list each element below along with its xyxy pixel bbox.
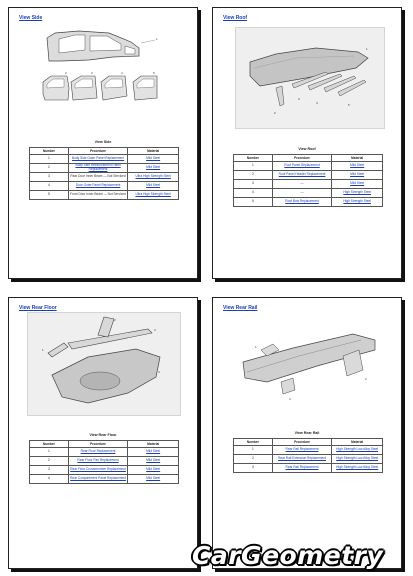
procedure-link[interactable]: Rear Rail Extension Replacement [278,456,326,461]
page-title[interactable]: View Rear Floor [19,305,57,311]
procedure-cell [68,191,128,200]
svg-text:1: 1 [156,37,158,41]
svg-text:2: 2 [365,377,367,381]
svg-text:3: 3 [91,71,93,75]
row-number: 2 [30,457,69,466]
svg-text:5: 5 [348,103,350,107]
row-number: 4 [234,189,273,198]
manual-page-view-roof [212,7,402,279]
procedure-table [233,154,383,207]
page-title[interactable]: View Rear Rail [223,305,258,311]
material-link[interactable]: Mild Steel [146,476,161,481]
svg-text:5: 5 [153,71,155,75]
table-row [234,455,383,464]
table-row [234,446,383,455]
table-row [30,191,179,200]
material-cell [332,180,383,189]
material-link[interactable]: Mild Steel [146,458,161,463]
column-header-procedure: Procedure [272,155,332,162]
row-number: 5 [234,198,273,207]
row-number: 2 [234,171,273,180]
column-header-material: Material [332,439,383,446]
side-panels-figure [35,30,169,112]
procedure-table [29,147,179,200]
svg-text:3: 3 [289,397,291,401]
table-row [234,464,383,473]
procedure-cell [272,171,332,180]
procedure-link[interactable]: Roof Bow Replacement [285,199,319,204]
material-link[interactable]: High Strength Low Alloy Steel [336,465,379,470]
row-number: 1 [30,155,69,164]
procedure-cell [68,182,128,191]
material-link[interactable]: Mild Steel [146,467,161,472]
material-cell [128,457,179,466]
watermark-logo: CarGeometry [192,541,384,570]
svg-text:2: 2 [65,71,67,75]
material-cell [332,189,383,198]
procedure-cell [272,162,332,171]
procedure-cell [68,164,128,173]
column-header-material: Material [332,155,383,162]
table-caption: View Rear Floor [89,433,117,437]
row-number: 4 [30,182,69,191]
procedure-link[interactable]: Rear Floor Crossmember Replacement [70,467,126,472]
material-cell [332,455,383,464]
procedure-cell [272,180,332,189]
procedure-link[interactable]: Body Side Outer Panel Replacement [71,156,125,161]
table-row [30,448,179,457]
column-header-material: Material [128,441,179,448]
roof-figure [235,27,385,129]
row-number: 2 [234,455,273,464]
procedure-link[interactable]: Rear Floor Pan Replacement [77,458,119,463]
procedure-cell [68,475,128,484]
procedure-cell [68,173,128,182]
procedure-text: Front Door Inner Beam — Not Serviced [70,192,126,197]
material-cell [128,155,179,164]
material-link[interactable]: High Strength Steel [343,199,371,204]
procedure-cell [68,466,128,475]
row-number: 1 [234,446,273,455]
procedure-text: Rear Door Inner Beam — Not Serviced [70,174,126,179]
procedure-text: — [300,181,304,186]
svg-text:1: 1 [42,348,44,352]
material-link[interactable]: Mild Steel [146,156,161,161]
material-link[interactable]: Mild Steel [350,163,365,168]
material-link[interactable]: Mild Steel [146,183,161,188]
procedure-table [29,440,179,484]
material-cell [332,171,383,180]
material-cell [332,198,383,207]
table-row [234,180,383,189]
material-link[interactable]: Mild Steel [146,449,161,454]
column-header-number: Number [234,155,273,162]
table-row [234,189,383,198]
table-caption: View Side [94,140,112,144]
table-caption: View Rear Rail [294,431,320,435]
table-row [30,457,179,466]
procedure-link[interactable]: Roof Panel Replacement [284,163,320,168]
rear-rail-illustration [233,320,385,418]
material-cell [332,162,383,171]
procedure-cell [272,198,332,207]
procedure-link[interactable]: Rear Floor Replacement [80,449,116,454]
svg-text:1: 1 [366,47,368,51]
material-cell [128,173,179,182]
table-row [30,164,179,173]
material-cell [128,182,179,191]
column-header-number: Number [30,441,69,448]
roof-illustration [236,28,384,128]
procedure-cell [68,448,128,457]
material-link[interactable]: Mild Steel [350,181,365,186]
procedure-link[interactable]: Body Side Reinforcement Panel Replacement [75,163,121,171]
column-header-procedure: Procedure [272,439,332,446]
row-number: 5 [30,191,69,200]
material-cell [128,475,179,484]
column-header-number: Number [30,148,69,155]
procedure-link[interactable]: Door Outer Panel Replacement [75,183,121,188]
column-header-procedure: Procedure [68,441,128,448]
rear-floor-figure [27,312,181,416]
material-link[interactable]: Mild Steel [146,165,161,170]
table-row [30,182,179,191]
side-panels-illustration [35,30,169,112]
table-row [30,475,179,484]
table-caption: View Roof [298,147,316,151]
row-number: 2 [30,164,69,173]
row-number: 1 [30,448,69,457]
manual-page-view-rear-floor [8,297,198,569]
svg-text:3: 3 [154,328,156,332]
material-link[interactable]: High Strength Low Alloy Steel [336,456,379,461]
procedure-link[interactable]: Rear Rail Replacement [285,465,319,470]
manual-page-view-side [8,7,198,279]
svg-text:2: 2 [114,318,116,322]
procedure-cell [272,464,332,473]
material-cell [128,191,179,200]
material-cell [128,164,179,173]
procedure-cell [272,455,332,464]
table-row [234,171,383,180]
svg-text:4: 4 [158,370,160,374]
manual-page-view-rear-rail [212,297,402,569]
svg-text:4: 4 [316,101,318,105]
procedure-link[interactable]: Rear Compartment Panel Replacement [70,476,126,481]
row-number: 3 [30,173,69,182]
row-number: 1 [234,162,273,171]
svg-text:2: 2 [274,111,276,115]
procedure-table [233,438,383,473]
procedure-link[interactable]: Roof Panel Header Replacement [278,172,326,177]
table-row [30,173,179,182]
column-header-procedure: Procedure [68,148,128,155]
rear-rail-figure [233,320,385,418]
material-cell [332,446,383,455]
row-number: 3 [30,466,69,475]
material-link[interactable]: High Strength Low Alloy Steel [336,447,379,452]
procedure-cell [68,155,128,164]
svg-text:4: 4 [121,71,123,75]
procedure-link[interactable]: Rear Rail Replacement [285,447,319,452]
row-number: 3 [234,180,273,189]
material-link[interactable]: Ultra High Strength Steel [135,192,171,197]
material-link[interactable]: High Strength Steel [343,190,371,195]
column-header-number: Number [234,439,273,446]
table-row [30,155,179,164]
table-row [30,466,179,475]
material-link[interactable]: Ultra High Strength Steel [135,174,171,179]
table-row [234,162,383,171]
table-row [234,198,383,207]
material-cell [332,464,383,473]
procedure-text: — [300,190,304,195]
material-cell [128,448,179,457]
row-number: 3 [234,464,273,473]
svg-text:3: 3 [298,97,300,101]
page-title[interactable]: View Roof [223,15,248,21]
column-header-material: Material [128,148,179,155]
row-number: 4 [30,475,69,484]
svg-text:1: 1 [255,345,257,349]
material-link[interactable]: Mild Steel [350,172,365,177]
procedure-cell [272,189,332,198]
rear-floor-illustration [28,313,180,415]
page-title[interactable]: View Side [19,15,43,21]
procedure-cell [68,457,128,466]
procedure-cell [272,446,332,455]
material-cell [128,466,179,475]
